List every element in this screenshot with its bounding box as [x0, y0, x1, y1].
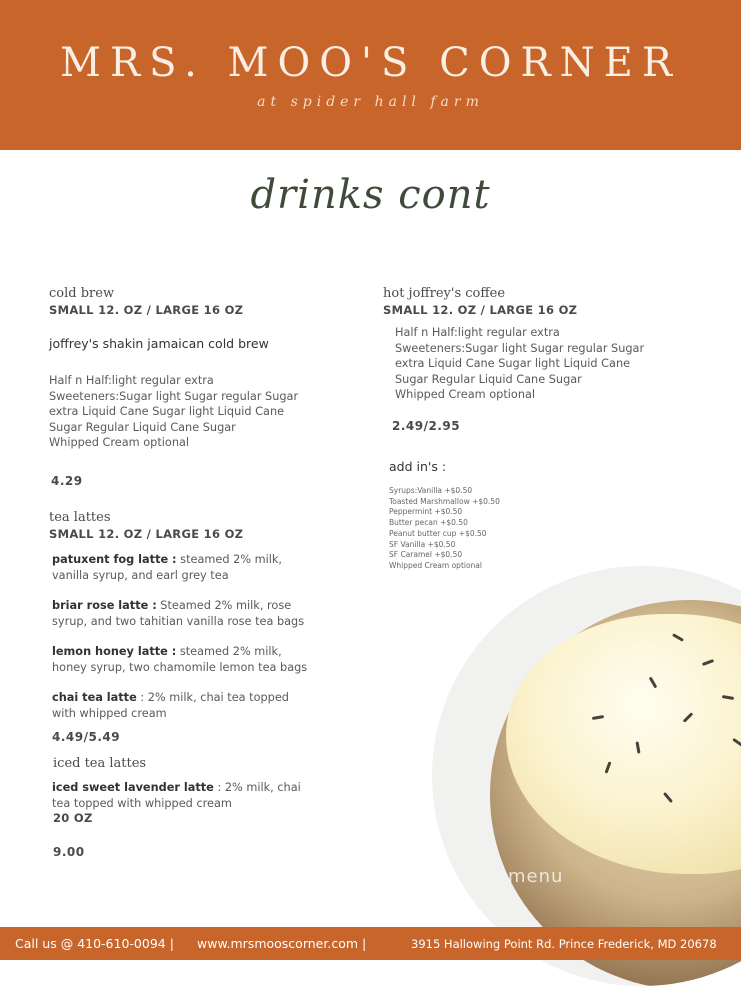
add-in-item: Syrups:Vanilla +$0.50	[389, 486, 473, 495]
latte-name: briar rose latte :	[52, 599, 157, 612]
latte-desc: tea topped with whipped cream	[52, 797, 232, 810]
add-in-item: SF Caramel +$0.50	[389, 550, 463, 560]
latte-name: patuxent fog latte :	[52, 553, 177, 566]
cold-brew-sizes: SMALL 12. OZ / LARGE 16 OZ	[49, 303, 244, 317]
iced-tea-lattes-title: iced tea lattes	[53, 756, 147, 771]
add-ins-title: add in's :	[389, 459, 447, 474]
brand-subtitle: at spider hall farm	[257, 94, 484, 110]
footer-address: 3915 Hallowing Point Rd. Prince Frederick, MD 20678	[411, 937, 717, 951]
add-in-item: Peanut butter cup +$0.50	[389, 528, 487, 538]
latte-name: iced sweet lavender latte	[52, 781, 214, 794]
latte-name: lemon honey latte :	[52, 645, 177, 658]
add-in-item: SF Vanilla +$0.50	[389, 539, 456, 549]
cold-brew-price: 4.29	[51, 474, 83, 488]
page-title: drinks cont	[250, 172, 491, 218]
latte-desc: steamed 2% milk,	[176, 645, 282, 658]
header-banner	[0, 0, 741, 150]
cold-brew-description	[49, 373, 298, 451]
brand-name: MRS. MOO'S CORNER	[60, 40, 681, 86]
latte-item	[52, 552, 282, 584]
latte-desc: steamed 2% milk,	[176, 553, 283, 566]
latte-desc: syrup, and two tahitian vanilla rose tea bags	[52, 615, 305, 628]
latte-item	[52, 644, 307, 676]
desc-line: extra Liquid Cane Sugar light Liquid Cane	[395, 357, 631, 370]
desc-line: Sweeteners:Sugar light Sugar regular Sugar	[395, 341, 645, 355]
latte-item	[52, 598, 304, 630]
latte-desc: with whipped cream	[52, 707, 167, 720]
desc-line: Sugar Regular Liquid Cane Sugar	[49, 420, 236, 434]
latte-name: chai tea latte	[52, 691, 137, 704]
footer-website[interactable]: www.mrsmooscorner.com |	[197, 936, 367, 951]
desc-line: Sugar Regular Liquid Cane Sugar	[395, 372, 582, 386]
desc-line: extra Liquid Cane Sugar light Liquid Cane	[49, 405, 285, 418]
latte-desc: Steamed 2% milk, rose	[156, 599, 292, 612]
drink-photo	[432, 566, 741, 986]
hot-coffee-description	[395, 325, 644, 403]
latte-item	[52, 690, 289, 722]
desc-line: Whipped Cream optional	[49, 436, 190, 449]
add-in-item: Peppermint +$0.50	[389, 507, 463, 517]
iced-tea-lattes-price: 9.00	[53, 845, 85, 859]
latte-desc: : 2% milk, chai	[213, 781, 301, 794]
latte-desc: : 2% milk, chai tea topped	[136, 691, 289, 704]
tea-lattes-title: tea lattes	[49, 510, 111, 525]
add-in-item: Toasted Marshmallow +$0.50	[389, 496, 500, 506]
hot-coffee-title: hot joffrey's coffee	[383, 286, 506, 301]
hot-coffee-price: 2.49/2.95	[392, 419, 461, 433]
desc-line: Half n Half:light regular extra	[49, 374, 214, 387]
iced-latte-item	[52, 780, 301, 812]
desc-line: Sweeteners:Sugar light Sugar regular Sugar	[49, 389, 299, 403]
add-ins-list	[389, 486, 500, 572]
watermark: menu	[508, 866, 564, 887]
cold-brew-title: cold brew	[49, 286, 115, 301]
tea-lattes-price: 4.49/5.49	[52, 730, 121, 744]
footer-phone[interactable]: Call us @ 410-610-0094 |	[15, 936, 174, 951]
iced-tea-lattes-size: 20 OZ	[53, 811, 93, 825]
hot-coffee-sizes: SMALL 12. OZ / LARGE 16 OZ	[383, 303, 578, 317]
add-in-item: Whipped Cream optional	[389, 560, 482, 570]
add-in-item: Butter pecan +$0.50	[389, 518, 468, 528]
latte-desc: vanilla syrup, and earl grey tea	[52, 569, 229, 582]
desc-line: Half n Half:light regular extra	[395, 326, 560, 339]
cold-brew-item-name: joffrey's shakin jamaican cold brew	[49, 336, 269, 351]
tea-lattes-sizes: SMALL 12. OZ / LARGE 16 OZ	[49, 527, 244, 541]
footer-bar	[0, 927, 741, 960]
latte-desc: honey syrup, two chamomile lemon tea bags	[52, 661, 308, 674]
desc-line: Whipped Cream optional	[395, 388, 536, 401]
